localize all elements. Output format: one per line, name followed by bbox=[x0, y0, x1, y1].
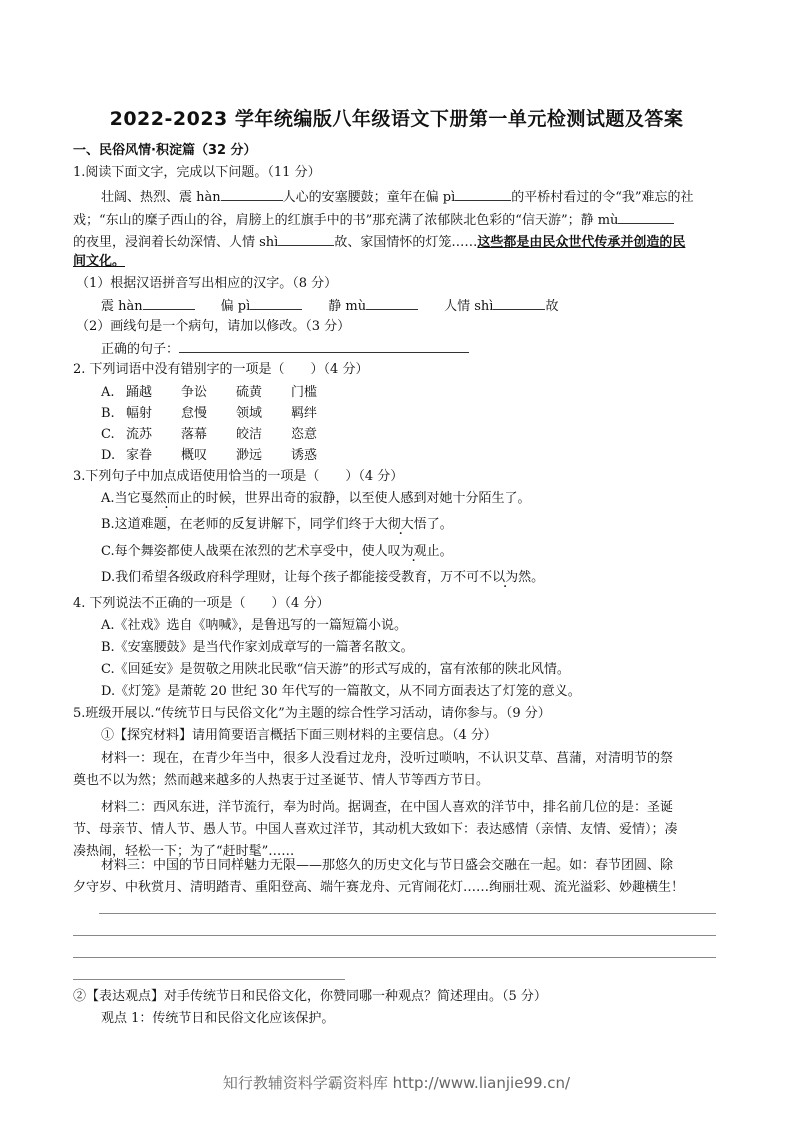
q1-fix-row bbox=[101, 339, 751, 359]
material-1-line2: 奠也不以为然；然而越来越多的人热衷于过圣诞节、情人节等西方节日。 bbox=[73, 773, 490, 788]
option-word: 恣意 bbox=[291, 427, 318, 442]
answer-line[interactable] bbox=[73, 935, 716, 936]
section-heading: 一、民俗风情·积淀篇（32 分） bbox=[73, 143, 257, 158]
pinyin-item: 偏 pì bbox=[220, 299, 251, 314]
underlined-sentence: 这些都是由民众世代传承并创造的民 bbox=[477, 235, 686, 250]
q1-stem: 1.阅读下面文字，完成以下问题。（11 分） bbox=[73, 165, 321, 180]
option-word: 流苏 bbox=[126, 427, 153, 442]
q3-option-d[interactable] bbox=[101, 569, 751, 587]
dotted-idiom: 不以为然 bbox=[479, 570, 532, 585]
option-word: 落幕 bbox=[181, 427, 208, 442]
passage-text: 的夜里，浸润着长幼深情、人情 shì bbox=[73, 235, 279, 250]
option-word: 门槛 bbox=[291, 385, 318, 400]
option-text: A.当它 bbox=[101, 491, 141, 506]
option-text: 了。 bbox=[426, 517, 453, 532]
blank-field[interactable] bbox=[455, 187, 511, 201]
option-word: 硫黄 bbox=[236, 385, 263, 400]
q2-option-b[interactable] bbox=[101, 405, 346, 423]
option-word: 怠慢 bbox=[181, 406, 208, 421]
passage-text: 戏；“东山的糜子西山的谷，肩膀上的红旗手中的书”那充满了浓郁陕北色彩的“信天游”；静 mù bbox=[73, 213, 619, 228]
option-word: 诱惑 bbox=[291, 448, 318, 463]
answer-line[interactable] bbox=[99, 913, 716, 914]
option-word: 概叹 bbox=[181, 448, 208, 463]
blank-field[interactable] bbox=[143, 296, 195, 310]
passage-text: 壮阔、热烈、震 hàn bbox=[101, 190, 221, 205]
pinyin-item: 震 hàn bbox=[101, 299, 143, 314]
viewpoint-1: 观点 1：传统节日和民俗文化应该保护。 bbox=[101, 1011, 335, 1026]
fix-label: 正确的句子： bbox=[101, 342, 180, 357]
option-word: 争讼 bbox=[181, 385, 208, 400]
q4-stem: 4. 下列说法不正确的一项是（ ）（4 分） bbox=[73, 596, 330, 611]
option-text: 。 bbox=[531, 570, 545, 585]
option-key: B. bbox=[101, 406, 115, 421]
passage-text: 故、家国情怀的灯笼…… bbox=[334, 235, 478, 250]
q2-stem: 2. 下列词语中没有错别字的一项是（ ）（4 分） bbox=[73, 362, 369, 377]
q1-passage-line1 bbox=[101, 187, 751, 207]
blank-field[interactable] bbox=[618, 210, 674, 224]
footer-watermark: 知行教辅资料学霸资料库 http://www.lianjie99.cn/ bbox=[222, 1074, 571, 1092]
q2-option-a[interactable] bbox=[101, 384, 346, 402]
option-word: 家眷 bbox=[126, 448, 153, 463]
q3-option-b[interactable] bbox=[101, 516, 751, 534]
q4-option-b[interactable]: B.《安塞腰鼓》是当代作家刘成章写的一篇著名散文。 bbox=[101, 640, 414, 655]
q3-stem: 3.下列句子中加点成语使用恰当的一项是（ ）（4 分） bbox=[73, 469, 404, 484]
underlined-sentence-end: 间文化。 bbox=[73, 254, 126, 269]
q3-option-c[interactable] bbox=[101, 543, 751, 561]
q2-option-d[interactable] bbox=[101, 447, 346, 465]
pinyin-item: 人情 shì bbox=[444, 299, 494, 314]
passage-text: 的平桥村看过的令“我”难忘的社 bbox=[511, 190, 694, 205]
material-3-line2: 夕守岁、中秋赏月、清明踏青、重阳登高、端午赛龙舟、元宵闹花灯……绚丽壮观、流光溢彩、妙趣横生！ bbox=[73, 880, 685, 895]
q3-option-a[interactable] bbox=[101, 490, 751, 508]
blank-field[interactable] bbox=[221, 187, 283, 201]
option-key: C. bbox=[101, 427, 115, 442]
q5-task2: ②【表达观点】对手传统节日和民俗文化，你赞同哪一种观点？简述理由。（5 分） bbox=[73, 989, 547, 1004]
option-text: 的时候，世界出奇的寂静，以至使人感到对她十分陌生了。 bbox=[192, 491, 531, 506]
q1-passage-line2 bbox=[73, 210, 723, 230]
dotted-idiom: 戛然而止 bbox=[140, 491, 193, 506]
q5-stem: 5.班级开展以.“传统节日与民俗文化”为主题的综合性学习活动，请你参与。（9 分） bbox=[73, 706, 551, 721]
option-key: A. bbox=[101, 385, 115, 400]
blank-field[interactable] bbox=[366, 296, 418, 310]
q2-option-c[interactable] bbox=[101, 426, 346, 444]
material-2-line1: 材料二：西风东进，洋节流行，奉为时尚。据调查，在中国人喜欢的洋节中，排名前几位的是：圣诞 bbox=[101, 800, 674, 815]
material-2-line2: 节、母亲节、情人节、愚人节。中国人喜欢过洋节，其动机大致如下：表达感情（亲情、友情、爱情）；凑 bbox=[73, 822, 678, 837]
q1-passage-line3 bbox=[73, 232, 723, 252]
q1-sub1: （1）根据汉语拼音写出相应的汉字。（8 分） bbox=[76, 276, 338, 291]
option-text: D.我们希望各级政府科学理财，让每个孩子都能接受教育，万不可 bbox=[101, 570, 480, 585]
q4-option-c[interactable]: C.《回延安》是贺敬之用陕北民歌“信天游”的形式写成的，富有浓郁的陕北风情。 bbox=[101, 662, 570, 677]
q4-option-d[interactable]: D.《灯笼》是萧乾 20 世纪 30 年代写的一篇散文，从不同方面表达了灯笼的意义。 bbox=[101, 684, 581, 699]
q4-option-a[interactable]: A.《社戏》选自《呐喊》，是鲁迅写的一篇短篇小说。 bbox=[101, 618, 408, 633]
answer-line[interactable] bbox=[179, 339, 469, 353]
dotted-idiom: 大彻大悟 bbox=[374, 517, 427, 532]
option-text: B.这道难题，在老师的反复讲解下，同学们终于 bbox=[101, 517, 375, 532]
option-word: 领域 bbox=[236, 406, 263, 421]
blank-field[interactable] bbox=[493, 296, 545, 310]
passage-text: 人心的安塞腰鼓；童年在偏 pì bbox=[282, 190, 456, 205]
option-text: 。 bbox=[439, 544, 453, 559]
option-text: C.每个舞姿都使人战栗在浓烈的艺术享受中，使人 bbox=[101, 544, 388, 559]
pinyin-item: 静 mù bbox=[328, 299, 367, 314]
blank-field[interactable] bbox=[250, 296, 302, 310]
material-3-line1: 材料三：中国的节日同样魅力无限——那悠久的历史文化与节日盛会交融在一起。如：春节团圆、除 bbox=[101, 858, 674, 873]
dotted-idiom: 叹为观止 bbox=[387, 544, 440, 559]
answer-line[interactable] bbox=[73, 979, 345, 980]
blank-field[interactable] bbox=[278, 232, 334, 246]
q1-pinyin-row bbox=[101, 296, 751, 316]
answer-line[interactable] bbox=[73, 957, 716, 958]
pinyin-item: 故 bbox=[545, 299, 559, 314]
q5-task1: ①【探究材料】请用简要语言概括下面三则材料的主要信息。（4 分） bbox=[101, 728, 497, 743]
option-word: 渺远 bbox=[236, 448, 263, 463]
option-key: D. bbox=[101, 448, 116, 463]
page-title: 2022-2023 学年统编版八年级语文下册第一单元检测试题及答案 bbox=[109, 108, 684, 130]
option-word: 踊越 bbox=[126, 385, 153, 400]
material-2-line3: 凑热闹，轻松一下；为了“赶时髦”…… bbox=[73, 844, 295, 859]
option-word: 皎洁 bbox=[236, 427, 263, 442]
q1-sub2: （2）画线句是一个病句，请加以修改。（3 分） bbox=[76, 319, 351, 334]
option-word: 幅射 bbox=[126, 406, 153, 421]
option-word: 羁绊 bbox=[291, 406, 318, 421]
material-1-line1: 材料一：现在，在青少年当中，很多人没看过龙舟，没听过唢呐，不认识艾草、菖蒲，对清明节的祭 bbox=[101, 751, 674, 766]
